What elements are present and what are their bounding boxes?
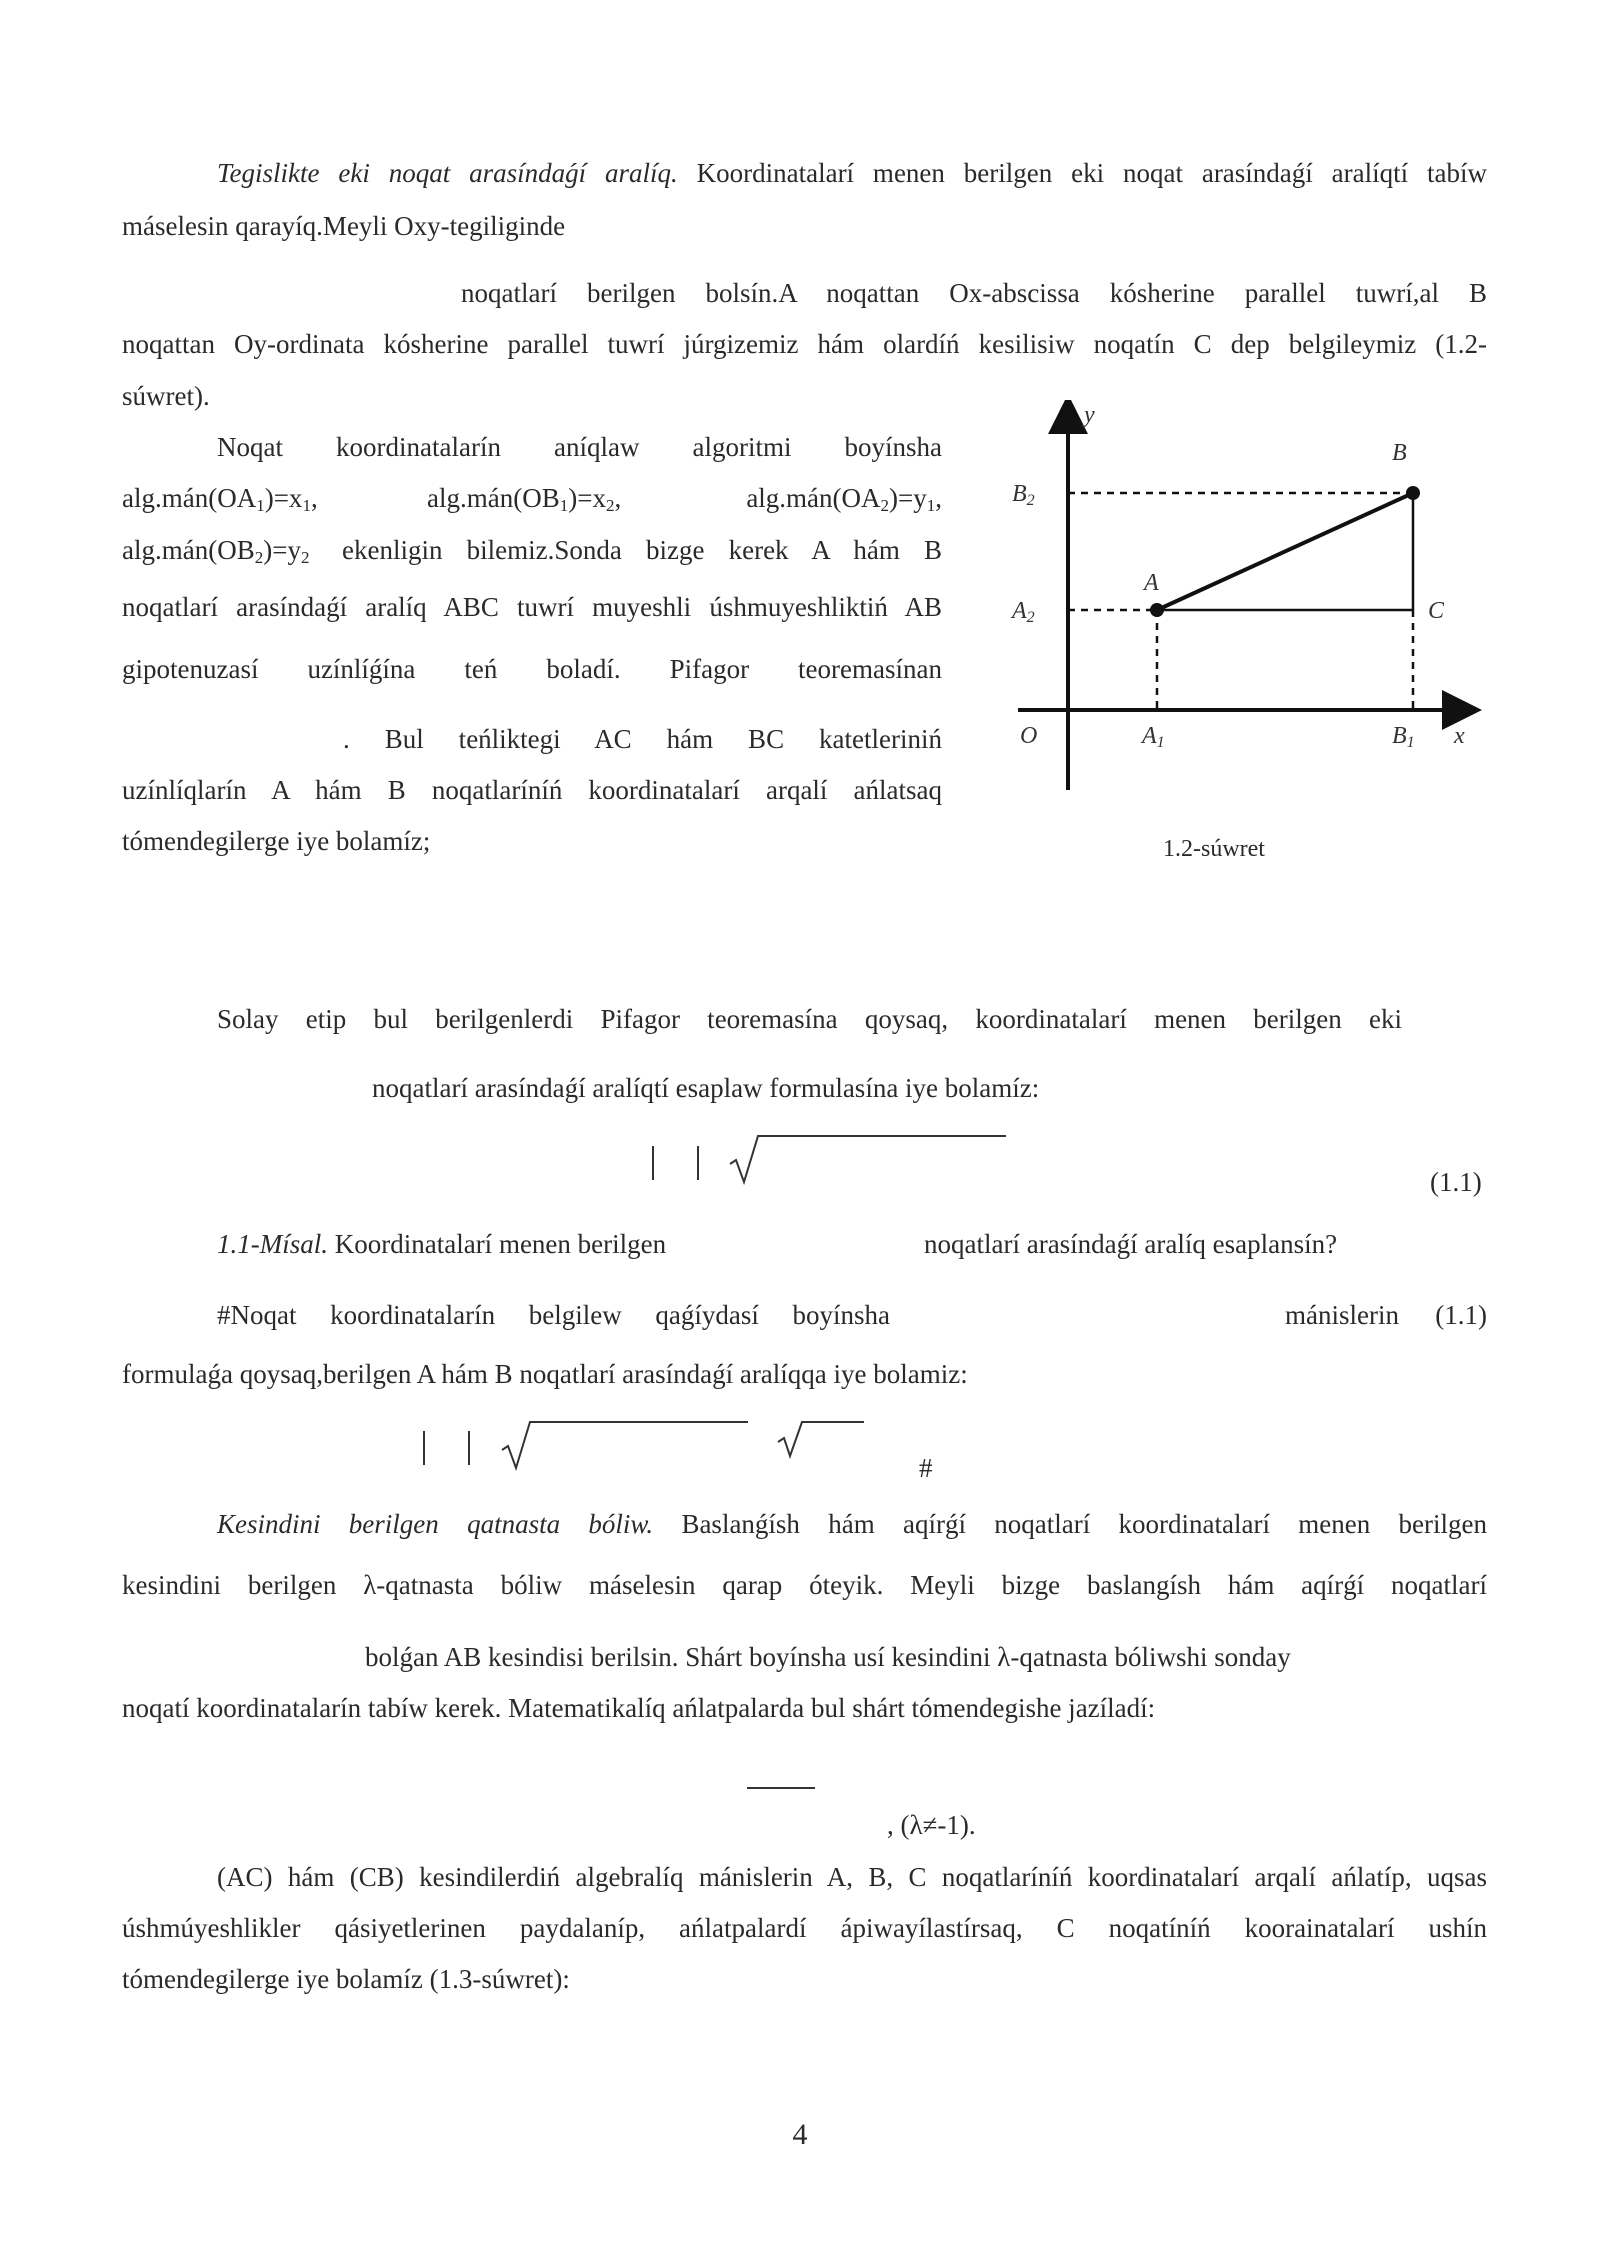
para1-line5: súwret). xyxy=(122,381,210,411)
para4-line4: noqatí koordinatalarín tabíw kerek. Matematikalíq ańlatpalarda bul shárt tómendegishe jazíladí: xyxy=(122,1693,1156,1723)
example-line3: formulaǵa qoysaq,berilgen A hám B noqatlarí arasíndaǵí aralíqqa iye bolamiz: xyxy=(122,1359,968,1389)
document-page: Tegislikte eki noqat arasíndaǵí aralíq. Koordinatalarí menen berilgen eki noqat arasíndaǵí aralíqtí tabíw máselesin qarayíq.Meyli Oxy-tegiliginde noqatlarí berilgen bolsín.A noqattan Ox-abscissa kósherine parallel tuwrí,al B noqattan Oy-ordinata kósherine parallel tuwrí júrgizemiz hám olardíń kesilisiw noqatín C dep belgileymiz (1.2- súwret). Noqat koordinatalarín aníqlaw algoritmi boyínsha $alg.mán(OA_1)=x_1$, $alg.mán(OB_1)=x_2$, $alg.mán(OA_2)=y_1$, $alg.mán(OB_2)=y_2$ ekenligin bilemiz.Sonda bizge kerek A hám B noqatlarí arasíndaǵí aralíq ABC tuwrí muyeshli úshmuyeshliktiń AB gipotenuzasí uzínlíǵína teń boladí. Pifagor teoremasínan . Bul teńliktegi AC hám BC katetleriniń uzínlíqlarín A hám B noqatlaríníń koordinatalarí arqalí ańlatsaq tómendegilerge iye bolamíz; y x O A B C A1 B1 A2 B2 1.2-súwret Solay etip bul berilgenlerdi Pifagor teoremasína qoysaq, koordinatalarí menen berilgen eki noqatlarí arasíndaǵí aralíqtí esaplaw formulasína iye bolamíz: (1.1) 1.1-Mísal. Koordinatalarí menen berilgen noqatlarí arasíndaǵí aralíq esaplansín? #Noqat koordinatalarín belgilew qaǵíydasí boyínsha mánislerin (1.1) formulaǵa qoysaq,berilgen A hám B noqatlarí arasíndaǵí aralíqqa iye bolamiz: # Kesindini berilgen qatnasta bóliw. Baslanǵísh hám aqírǵí noqatlarí koordinatalarí menen berilgen kesindini berilgen λ-qatnasta bóliw máselesin qarap óteyik. Meyli bizge baslangísh hám aqírǵí noqatlarí bolǵan AB kesindisi berilsin. Shárt boyínsha usí kesindini λ-qatnasta bóliwshi sonday noqatí koordinatalarín tabíw kerek. Matematikalíq ańlatpalarda bul shárt tómendegishe jazíladí: , (λ≠-1). (AC) hám (CB) kesindilerdiń algebralíq mánislerin A, B, C noqatlaríníń koordinatalarí arqalí ańlatíp, uqsas úshmúyeshlikler qásiyetlerinen paydalaníp, ańlatpalardí ápiwayílastírsaq, C noqatíníń koorainatalarí ushín tómendegilerge iye bolamíz (1.3-súwret): 4 xyxy=(0,0,1600,2262)
sqrt-symbol xyxy=(728,1128,1008,1186)
para2-line8: tómendegilerge iye bolamíz; xyxy=(122,826,431,856)
para1-line2: máselesin qarayíq.Meyli Oxy-tegiliginde xyxy=(122,211,566,241)
label-y: y xyxy=(1084,402,1095,428)
para2-line1: Noqat koordinatalarín aníqlaw algoritmi boyínsha xyxy=(217,432,942,462)
para3-line1: Solay etip bul berilgenlerdi Pifagor teoremasína qoysaq, koordinatalarí menen berilgen eki xyxy=(217,1004,1402,1034)
label-x: x xyxy=(1454,723,1465,749)
label-o: O xyxy=(1020,723,1038,749)
equation-number: (1.1) xyxy=(1430,1167,1482,1197)
para1-line4: noqattan Oy-ordinata kósherine parallel tuwrí júrgizemiz hám olardíń kesilisiw noqatín C dep belgileymiz (1.2- xyxy=(122,329,1487,359)
label-b2: B2 xyxy=(1012,481,1035,509)
point-b xyxy=(1406,486,1420,500)
example-title: 1.1-Mísal. Koordinatalarí menen berilgen xyxy=(217,1229,667,1259)
para4-line3: bolǵan AB kesindisi berilsin. Shárt boyínsha usí kesindini λ-qatnasta bóliwshi sonday xyxy=(365,1642,1291,1672)
example-line2-start: #Noqat koordinatalarín belgilew qaǵíydasí boyínsha xyxy=(217,1300,890,1330)
para2-line7: uzínlíqlarín A hám B noqatlaríníń koordinatalarí arqalí ańlatsaq xyxy=(122,775,942,805)
para5-line3: tómendegilerge iye bolamíz (1.3-súwret): xyxy=(122,1964,570,1994)
para3-line2: noqatlarí arasíndaǵí aralíqtí esaplaw formulasína iye bolamíz: xyxy=(372,1073,1040,1103)
page-number: 4 xyxy=(792,2118,808,2151)
section-title-distance: Tegislikte eki noqat arasíndaǵí aralíq. xyxy=(217,158,678,188)
label-a1: A1 xyxy=(1142,723,1165,751)
label-b1: B1 xyxy=(1392,723,1415,751)
example-title-end: noqatlarí arasíndaǵí aralíq esaplansín? xyxy=(924,1229,1338,1259)
sqrt-symbol-2 xyxy=(500,1414,750,1472)
para1-line1: Tegislikte eki noqat arasíndaǵí aralíq. Koordinatalarí menen berilgen eki noqat arasíndaǵí aralíqtí tabíw xyxy=(217,158,1487,188)
para5-line1: (AC) hám (CB) kesindilerdiń algebralíq mánislerin A, B, C noqatlaríníń koordinatalarí arqalí ańlatíp, uqsas xyxy=(217,1862,1487,1892)
figure-caption: 1.2-súwret xyxy=(1163,836,1265,862)
example-end-hash: # xyxy=(919,1453,933,1483)
example-line2-end: mánislerin (1.1) xyxy=(1285,1300,1487,1330)
label-a: A xyxy=(1144,570,1159,596)
para1-line3: noqatlarí berilgen bolsín.A noqattan Ox-abscissa kósherine parallel tuwrí,al B xyxy=(461,278,1487,308)
para2-line6: . Bul teńliktegi AC hám BC katetleriniń xyxy=(343,724,942,754)
sqrt-symbol-3 xyxy=(776,1416,866,1460)
label-b: B xyxy=(1392,440,1407,466)
para2-line5: gipotenuzasí uzínlíǵína teń boladí. Pifagor teoremasínan xyxy=(122,654,942,684)
para5-line2: úshmúyeshlikler qásiyetlerinen paydalaníp, ańlatpalardí ápiwayílastírsaq, C noqatíníń koorainatalarí ushín xyxy=(122,1913,1487,1943)
ratio-condition: , (λ≠-1). xyxy=(887,1810,976,1840)
fraction-bar xyxy=(747,1787,815,1789)
point-a xyxy=(1150,603,1164,617)
para2-line4: noqatlarí arasíndaǵí aralíq ABC tuwrí muyeshli úshmuyeshliktiń AB xyxy=(122,592,942,622)
coordinate-figure xyxy=(1000,400,1500,820)
para4-line2: kesindini berilgen λ-qatnasta bóliw máselesin qarap óteyik. Meyli bizge baslangísh hám aqírǵí noqatlarí xyxy=(122,1570,1487,1600)
para4-line1: Kesindini berilgen qatnasta bóliw. Baslanǵísh hám aqírǵí noqatlarí koordinatalarí menen berilgen xyxy=(217,1509,1487,1539)
label-c: C xyxy=(1428,598,1445,624)
segment-ab xyxy=(1157,493,1413,610)
label-a2: A2 xyxy=(1012,598,1035,626)
